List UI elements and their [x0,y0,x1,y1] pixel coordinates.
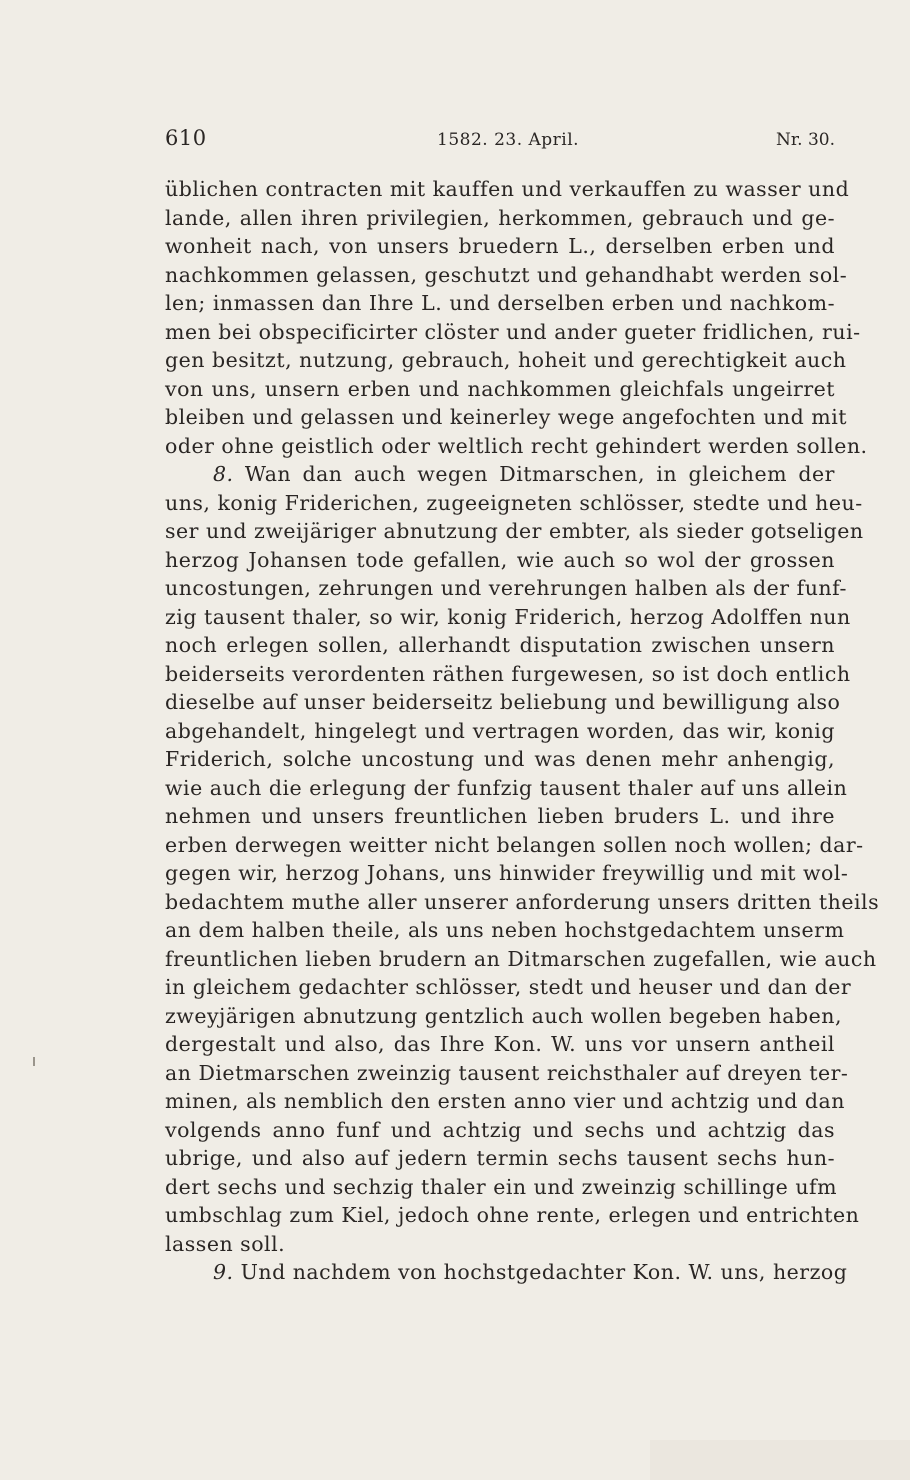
page-corner-shadow [650,1440,910,1480]
text-line [165,1173,838,1202]
text-line [165,1230,835,1259]
text-line [165,403,847,432]
body-text [165,175,880,1287]
section-number: 8. [213,462,234,486]
line-text: dergestalt und also, das Ihre Kon. W. uns vor unsern antheil [165,1032,835,1056]
text-line [165,289,835,318]
line-text: abgehandelt, hingelegt und vertragen worden, das wir, konig [165,718,835,743]
text-line [165,1087,845,1116]
line-text: volgends anno funf und achtzig und sechs und achtzig das [165,1117,835,1142]
document-number: Nr. 30. [776,130,835,150]
line-text: bedachtem muthe aller unserer anforderung unsers dritten theils [165,889,880,914]
text-line [165,802,835,831]
text-line [165,1258,848,1287]
text-line [165,660,851,689]
text-line [165,945,877,974]
running-head-date: 1582. 23. April. [437,130,580,150]
text-line [165,517,864,546]
text-line [165,432,868,461]
line-text: minen, als nemblich den ersten anno vier und achtzig und dan [165,1089,845,1113]
line-text: nehmen und unsers freuntlichen lieben bruders L. und ihre [165,804,835,828]
line-text: an dem halben theile, als uns neben hochstgedachtem unserm [165,918,845,942]
line-text: üblichen contracten mit kauffen und verkauffen zu wasser und [165,177,850,201]
text-line [165,489,863,518]
text-line [165,831,864,860]
line-text: oder ohne geistlich oder weltlich recht gehindert werden sollen. [165,433,868,458]
line-text: nachkommen gelassen, geschutzt und gehandhabt werden sol- [165,262,848,287]
line-text: umbschlag zum Kiel, jedoch ohne rente, erlegen und entrichten [165,1203,860,1227]
text-line [165,375,835,404]
line-text: erben derwegen weitter nicht belangen sollen noch wollen; dar- [165,832,864,857]
line-text: gen besitzt, nutzung, gebrauch, hoheit und gerechtigkeit auch [165,348,847,372]
line-text: uns, konig Friderichen, zugeeigneten schlösser, stedte und heu- [165,490,863,515]
text-line [165,1201,860,1230]
text-line [165,1030,835,1059]
line-text: freuntlichen lieben brudern an Ditmarschen zugefallen, wie auch [165,946,877,971]
text-line [165,603,851,632]
line-text: len; inmassen dan Ihre L. und derselben erben und nachkom- [165,291,835,315]
text-line [165,318,861,347]
line-text: dert sechs und sechzig thaler ein und zweinzig schillinge ufm [165,1174,838,1199]
line-text: Und nachdem von hochstgedachter Kon. W. uns, herzog [240,1260,848,1284]
line-text: uncostungen, zehrungen und verehrungen halben als der funf- [165,576,847,600]
text-line [165,745,835,774]
line-text: Wan dan auch wegen Ditmarschen, in gleichem der [244,462,835,486]
line-text: lande, allen ihren privilegien, herkommen, gebrauch und ge- [165,205,835,230]
text-line [165,916,845,945]
running-head [165,126,835,156]
page-number: 610 [165,126,207,150]
line-text: men bei obspecificirter clöster und ander gueter fridlichen, rui- [165,319,861,344]
text-line [165,631,835,660]
text-line [165,175,850,204]
text-line [165,774,848,803]
line-text: dieselbe auf unser beiderseitz beliebung und bewilligung also [165,690,841,714]
line-text: herzog Johansen tode gefallen, wie auch so wol der grossen [165,547,835,572]
text-line [165,232,835,261]
text-line [165,346,847,375]
margin-mark [33,1057,35,1066]
text-line [165,688,841,717]
line-text: wie auch die erlegung der funfzig tausent thaler auf uns allein [165,775,848,800]
line-text: von uns, unsern erben und nachkommen gleichfals ungeirret [165,376,835,401]
line-text: noch erlegen sollen, allerhandt disputation zwischen unsern [165,633,835,657]
text-line [165,888,880,917]
text-line [165,1116,835,1145]
text-line [165,546,835,575]
text-line [165,1144,835,1173]
line-text: gegen wir, herzog Johans, uns hinwider freywillig und mit wol- [165,861,849,885]
line-text: zweyjärigen abnutzung gentzlich auch wollen begeben haben, [165,1003,842,1028]
text-line [165,460,835,489]
line-text: in gleichem gedachter schlösser, stedt und heuser und dan der [165,975,852,999]
line-text: bleiben und gelassen und keinerley wege angefochten und mit [165,405,847,429]
text-line [165,1002,842,1031]
text-line [165,973,852,1002]
text-line [165,1059,849,1088]
line-text: Friderich, solche uncostung und was denen mehr anhengig, [165,747,835,771]
line-text: ser und zweijäriger abnutzung der embter, als sieder gotseligen [165,519,864,543]
line-text: ubrige, und also auf jedern termin sechs tausent sechs hun- [165,1146,835,1170]
text-line [165,574,847,603]
line-text: zig tausent thaler, so wir, konig Friderich, herzog Adolffen nun [165,604,851,629]
text-line [165,204,835,233]
text-line [165,717,835,746]
section-number: 9. [213,1260,234,1284]
line-text: lassen soll. [165,1231,286,1256]
line-text: an Dietmarschen zweinzig tausent reichsthaler auf dreyen ter- [165,1060,849,1085]
text-line [165,859,849,888]
line-text: wonheit nach, von unsers bruedern L., derselben erben und [165,234,835,258]
text-line [165,261,848,290]
line-text: beiderseits verordenten räthen furgewesen, so ist doch entlich [165,661,851,686]
